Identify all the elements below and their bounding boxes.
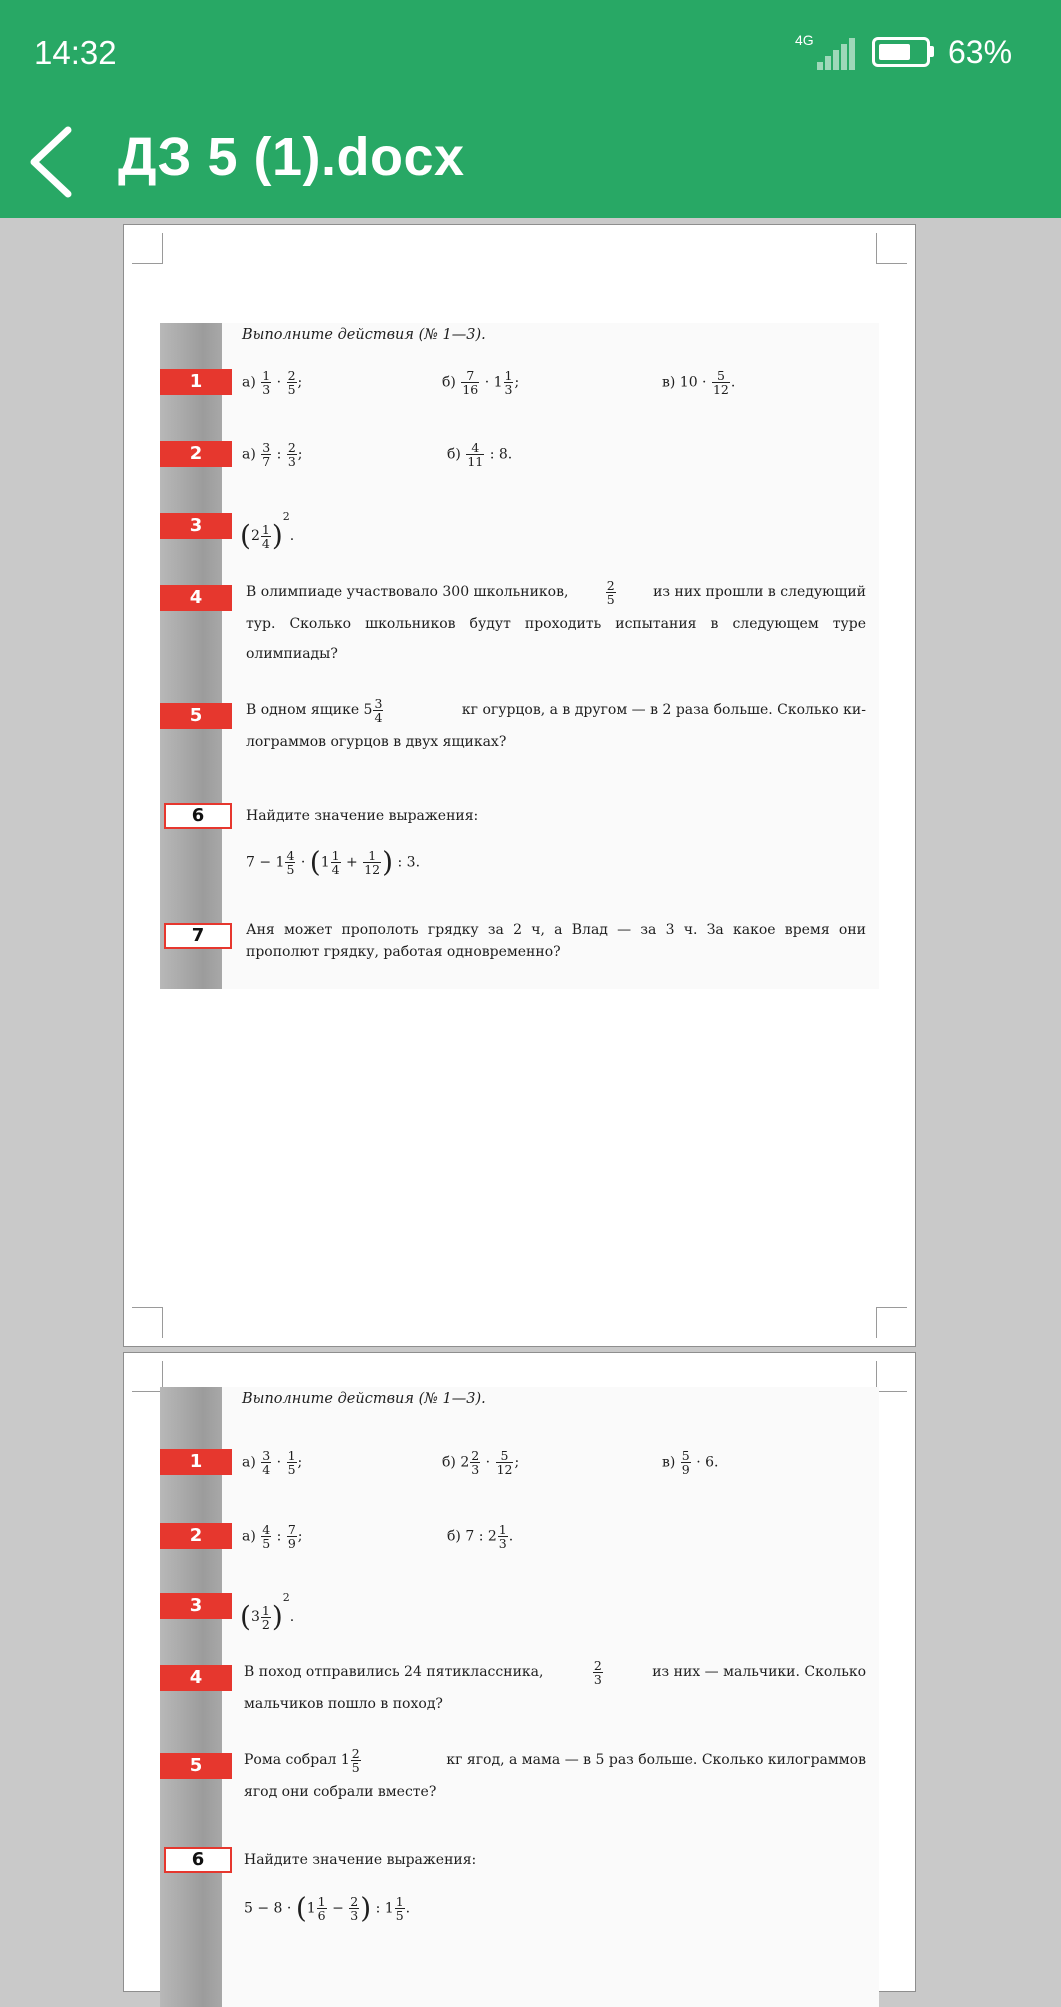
cellular-signal-icon bbox=[795, 32, 855, 70]
page-corner-mark bbox=[132, 1307, 163, 1338]
back-button[interactable] bbox=[18, 112, 98, 208]
status-time: 14:32 bbox=[34, 34, 117, 71]
app-bar bbox=[0, 102, 1061, 218]
task-number: 4 bbox=[160, 1665, 232, 1691]
task-number: 2 bbox=[160, 441, 232, 467]
document-page-1[interactable] bbox=[123, 224, 916, 1347]
task1-part-c: в) 10 · $\frac{5}{12}$ . bbox=[662, 368, 736, 397]
task1-part-b: б) 2 $\frac{2}{3}$ · $\frac{5}{12}$ ; bbox=[442, 1448, 520, 1477]
page-corner-mark bbox=[876, 1307, 907, 1338]
task1-part-b: б) $\frac{7}{16}$ · 1 $\frac{1}{3}$ ; bbox=[442, 368, 520, 397]
page-corner-mark bbox=[876, 1361, 907, 1392]
network-type-label: 4G bbox=[795, 32, 814, 48]
task-number: 4 bbox=[160, 585, 232, 611]
task3-expression: (2 $\frac{1}{4}$ )$^2$. bbox=[240, 510, 295, 552]
scanned-worksheet bbox=[160, 323, 879, 989]
task7-text: Аня может прополоть грядку за 2 ч, а Влад — за 3 ч. За какое время они прополют грядку, работая одновременно? bbox=[246, 922, 866, 960]
task-number: 3 bbox=[160, 1593, 232, 1619]
task-number: 2 bbox=[160, 1523, 232, 1549]
task6-expression: 7 − 1 $\frac{4}{5}$ · (1 $\frac{1}{4}$ + $\frac{1}{12}$ ) : 3. bbox=[246, 845, 421, 879]
task6-text: Найдите значение выражения: bbox=[246, 808, 479, 824]
task2-part-b: б) $\frac{4}{11}$ : 8. bbox=[447, 440, 513, 469]
back-arrow-icon bbox=[18, 112, 98, 208]
task5-text: Рома собрал 1 $\frac{2}{5}$ кг ягод, а мама — в 5 раз больше. Сколько килограммов ягод они собрали вместе? bbox=[244, 1745, 866, 1800]
task3-expression: (3 $\frac{1}{2}$ )$^2$. bbox=[240, 1591, 295, 1633]
task4-text: В поход отправились 24 пятиклассника, $\frac{2}{3}$ из них — мальчики. Сколько мальчиков пошло в поход? bbox=[244, 1657, 866, 1712]
task2-part-a: а) $\frac{4}{5}$ : $\frac{7}{9}$ ; bbox=[242, 1522, 303, 1551]
task-number: 6 bbox=[164, 1847, 232, 1873]
page-corner-mark bbox=[132, 233, 163, 264]
battery-percentage: 63% bbox=[948, 34, 1013, 70]
task-number: 6 bbox=[164, 803, 232, 829]
task2-part-b: б) 7 : 2 $\frac{1}{3}$ . bbox=[447, 1522, 514, 1551]
worksheet-heading: Выполните действия (№ 1—3). bbox=[242, 1391, 486, 1407]
task-number: 5 bbox=[160, 703, 232, 729]
task1-part-a: а) $\frac{3}{4}$ · $\frac{1}{5}$ ; bbox=[242, 1448, 303, 1477]
task-number: 7 bbox=[164, 923, 232, 949]
task5-text: В одном ящике 5 $\frac{3}{4}$ кг огурцов, а в другом — в 2 раза больше. Сколько ки- лограммов огурцов в двух ящиках? bbox=[246, 695, 866, 750]
status-bar bbox=[0, 0, 1061, 102]
task-number: 3 bbox=[160, 513, 232, 539]
document-title: ДЗ 5 (1).docx bbox=[118, 127, 465, 187]
task-number: 1 bbox=[160, 369, 232, 395]
task1-part-c: в) $\frac{5}{9}$ · 6. bbox=[662, 1448, 719, 1477]
task6-expression: 5 − 8 · (1 $\frac{1}{6}$ − $\frac{2}{3}$ ) : 1 $\frac{1}{5}$ . bbox=[244, 1891, 411, 1925]
task-number: 5 bbox=[160, 1753, 232, 1779]
worksheet-heading: Выполните действия (№ 1—3). bbox=[242, 327, 486, 343]
page-corner-mark bbox=[132, 1361, 163, 1392]
battery-icon bbox=[872, 37, 934, 67]
document-page-2[interactable] bbox=[123, 1352, 916, 1992]
scanned-worksheet bbox=[160, 1387, 879, 2007]
page-corner-mark bbox=[876, 233, 907, 264]
task2-part-a: а) $\frac{3}{7}$ : $\frac{2}{3}$ ; bbox=[242, 440, 303, 469]
task-number: 1 bbox=[160, 1449, 232, 1475]
task6-text: Найдите значение выражения: bbox=[244, 1852, 477, 1868]
task4-text: В олимпиаде участвовало 300 школьников, $\frac{2}{5}$ из них прошли в следующий тур. Сколько школьников будут проходить испытания в следующем туре олимпиады? bbox=[246, 577, 866, 662]
task1-part-a: а) $\frac{1}{3}$ · $\frac{2}{5}$ ; bbox=[242, 368, 303, 397]
